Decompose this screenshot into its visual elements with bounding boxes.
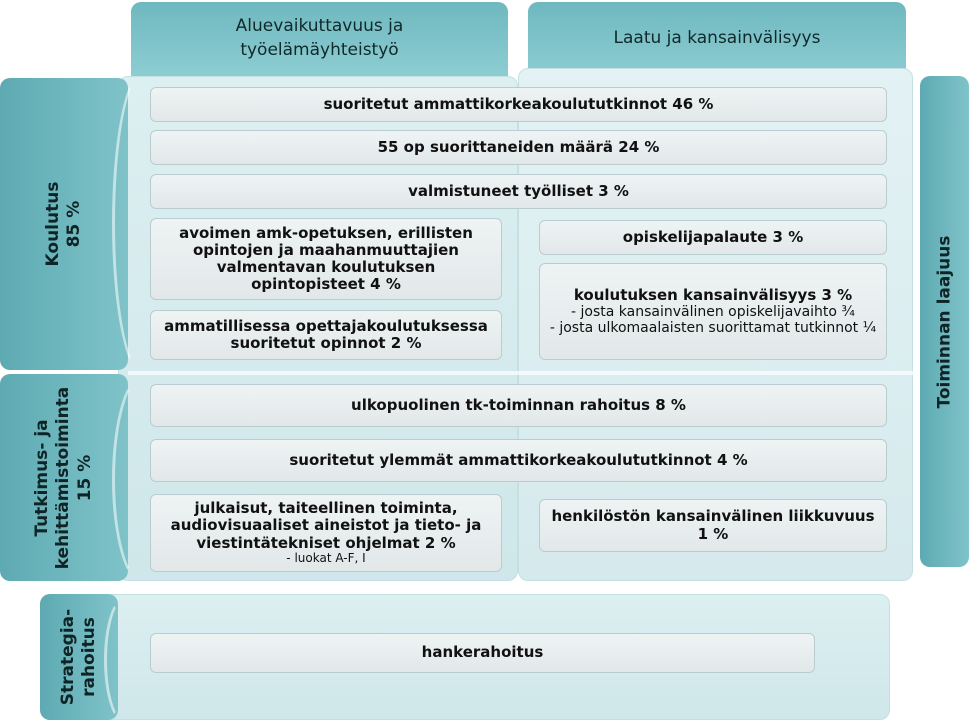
- box-liikkuvuus: henkilöstön kansainvälinen liikkuvuus 1 %: [539, 499, 887, 552]
- box-amk-tutkinnot: suoritetut ammattikorkeakoulututkinnot 46 %: [150, 87, 887, 122]
- row-divider: [128, 371, 913, 375]
- strategia-label-line1: Strategia-: [57, 608, 78, 706]
- tutkimus-label-line1: Tutkimus- ja: [32, 418, 53, 537]
- box-avoin: avoimen amk-opetuksen, erillisten opintojen ja maahanmuuttajien valmentavan koulutuksen opintopisteet 4 %: [150, 218, 502, 300]
- box-kansainvalisyys: [539, 263, 887, 360]
- right-bar-label: Toiminnan laajuus: [933, 234, 954, 409]
- kv-exchange: - josta kansainvälinen opiskelijavaihto ¾: [571, 304, 855, 321]
- box-hankerahoitus: hankerahoitus: [150, 633, 815, 673]
- box-opettajakoulutus: ammatillisessa opettajakoulutuksessa suoritetut opinnot 2 %: [150, 310, 502, 360]
- box-tk-rahoitus: ulkopuolinen tk-toiminnan rahoitus 8 %: [150, 384, 887, 427]
- column-header-regional: Aluevaikuttavuus ja työelämäyhteistyö: [131, 2, 508, 76]
- julkaisut-sub: - luokat A-F, I: [286, 550, 366, 565]
- right-bar-scope: [920, 76, 969, 567]
- tutkimus-label-line2: kehittämistoiminta: [53, 386, 74, 569]
- strategia-label-line2: rahoitus: [79, 617, 99, 697]
- box-julkaisut: [150, 494, 502, 572]
- kv-foreign: - josta ulkomaalaisten suorittamat tutkinnot ¼: [549, 320, 877, 337]
- decorative-curve-strategy: [104, 596, 147, 724]
- koulutus-label: Koulutus: [42, 181, 63, 267]
- box-tyolliset: valmistuneet työlliset 3 %: [150, 174, 887, 209]
- julkaisut-text: julkaisut, taiteellinen toiminta, audiovisuaaliset aineistot ja tieto- ja viestintätekniset ohjelmat 2 %: [170, 499, 482, 552]
- box-ylemmat: suoritetut ylemmät ammattikorkeakoulututkinnot 4 %: [150, 439, 887, 482]
- box-opiskelijapalaute: opiskelijapalaute 3 %: [539, 220, 887, 255]
- row-label-koulutus: [0, 78, 128, 370]
- kv-title: koulutuksen kansainvälisyys 3 %: [573, 285, 853, 304]
- box-55op: 55 op suorittaneiden määrä 24 %: [150, 130, 887, 165]
- tutkimus-percent: 15 %: [74, 454, 95, 501]
- koulutus-percent: 85 %: [64, 200, 84, 248]
- row-label-tutkimus: [0, 374, 128, 581]
- column-header-quality: Laatu ja kansainvälisyys: [528, 2, 906, 76]
